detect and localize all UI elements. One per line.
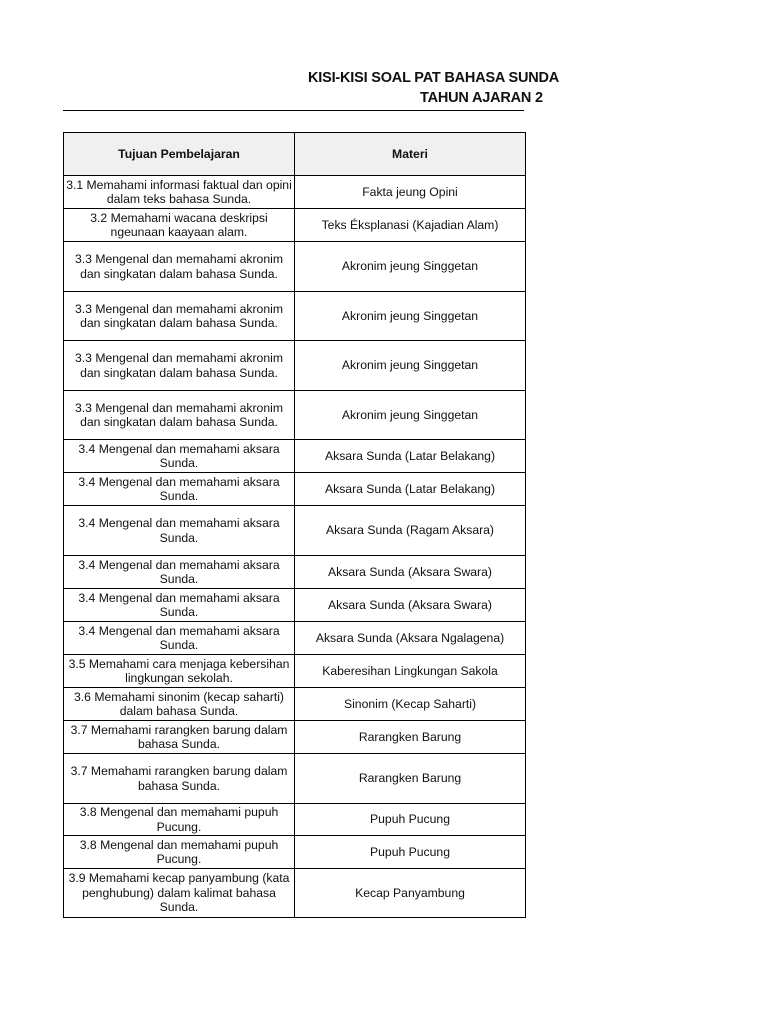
- table-header-row: [64, 133, 526, 176]
- kisi-kisi-table: [63, 132, 526, 918]
- cell-tujuan: 3.3 Mengenal dan memahami akronim dan singkatan dalam bahasa Sunda.: [64, 341, 295, 391]
- table-row: [64, 242, 526, 292]
- cell-materi: Pupuh Pucung: [295, 804, 526, 836]
- cell-tujuan: 3.3 Mengenal dan memahami akronim dan singkatan dalam bahasa Sunda.: [64, 242, 295, 292]
- title-line-1: KISI-KISI SOAL PAT BAHASA SUNDA: [308, 70, 560, 86]
- cell-materi: Fakta jeung Opini: [295, 176, 526, 209]
- cell-materi: Rarangken Barung: [295, 754, 526, 804]
- cell-tujuan: 3.7 Memahami rarangken barung dalam bahasa Sunda.: [64, 721, 295, 754]
- cell-tujuan: 3.1 Memahami informasi faktual dan opini dalam teks bahasa Sunda.: [64, 176, 295, 209]
- table-row: [64, 473, 526, 506]
- table-row: [64, 589, 526, 622]
- table-row: [64, 721, 526, 754]
- cell-materi: Pupuh Pucung: [295, 836, 526, 869]
- cell-materi: Kaberesihan Lingkungan Sakola: [295, 655, 526, 688]
- cell-tujuan: 3.8 Mengenal dan memahami pupuh Pucung.: [64, 804, 295, 836]
- table-row: [64, 754, 526, 804]
- document-title: [300, 67, 560, 113]
- cell-materi: Kecap Panyambung: [295, 869, 526, 918]
- table-row: [64, 804, 526, 836]
- cell-tujuan: 3.3 Mengenal dan memahami akronim dan singkatan dalam bahasa Sunda.: [64, 391, 295, 440]
- table-row: [64, 292, 526, 341]
- cell-tujuan: 3.4 Mengenal dan memahami aksara Sunda.: [64, 440, 295, 473]
- cell-tujuan: 3.5 Memahami cara menjaga kebersihan lingkungan sekolah.: [64, 655, 295, 688]
- cell-tujuan: 3.2 Memahami wacana deskripsi ngeunaan kaayaan alam.: [64, 209, 295, 242]
- table-row: [64, 655, 526, 688]
- cell-materi: Aksara Sunda (Latar Belakang): [295, 440, 526, 473]
- cell-materi: Aksara Sunda (Aksara Swara): [295, 556, 526, 589]
- cell-materi: Aksara Sunda (Latar Belakang): [295, 473, 526, 506]
- table-row: [64, 440, 526, 473]
- table-row: [64, 836, 526, 869]
- cell-materi: Akronim jeung Singgetan: [295, 391, 526, 440]
- cell-tujuan: 3.7 Memahami rarangken barung dalam bahasa Sunda.: [64, 754, 295, 804]
- cell-tujuan: 3.8 Mengenal dan memahami pupuh Pucung.: [64, 836, 295, 869]
- cell-materi: Teks Éksplanasi (Kajadian Alam): [295, 209, 526, 242]
- cell-tujuan: 3.4 Mengenal dan memahami aksara Sunda.: [64, 556, 295, 589]
- cell-tujuan: 3.4 Mengenal dan memahami aksara Sunda.: [64, 473, 295, 506]
- cell-tujuan: 3.9 Memahami kecap panyambung (kata penghubung) dalam kalimat bahasa Sunda.: [64, 869, 295, 918]
- table-row: [64, 506, 526, 556]
- cell-materi: Aksara Sunda (Aksara Ngalagena): [295, 622, 526, 655]
- cell-materi: Aksara Sunda (Aksara Swara): [295, 589, 526, 622]
- cell-tujuan: 3.4 Mengenal dan memahami aksara Sunda.: [64, 506, 295, 556]
- cell-tujuan: 3.6 Memahami sinonim (kecap saharti) dalam bahasa Sunda.: [64, 688, 295, 721]
- cell-materi: Akronim jeung Singgetan: [295, 341, 526, 391]
- cell-materi: Akronim jeung Singgetan: [295, 292, 526, 341]
- cell-materi: Akronim jeung Singgetan: [295, 242, 526, 292]
- table-row: [64, 391, 526, 440]
- table-row: [64, 622, 526, 655]
- title-line-2: TAHUN AJARAN 2: [420, 90, 543, 106]
- header-materi: Materi: [295, 133, 526, 176]
- table-row: [64, 209, 526, 242]
- cell-tujuan: 3.3 Mengenal dan memahami akronim dan singkatan dalam bahasa Sunda.: [64, 292, 295, 341]
- title-underline: [63, 110, 524, 111]
- cell-tujuan: 3.4 Mengenal dan memahami aksara Sunda.: [64, 589, 295, 622]
- cell-materi: Rarangken Barung: [295, 721, 526, 754]
- table-row: [64, 556, 526, 589]
- table-row: [64, 869, 526, 918]
- cell-materi: Aksara Sunda (Ragam Aksara): [295, 506, 526, 556]
- cell-tujuan: 3.4 Mengenal dan memahami aksara Sunda.: [64, 622, 295, 655]
- table-row: [64, 688, 526, 721]
- cell-materi: Sinonim (Kecap Saharti): [295, 688, 526, 721]
- table-row: [64, 176, 526, 209]
- header-tujuan: Tujuan Pembelajaran: [64, 133, 295, 176]
- table-row: [64, 341, 526, 391]
